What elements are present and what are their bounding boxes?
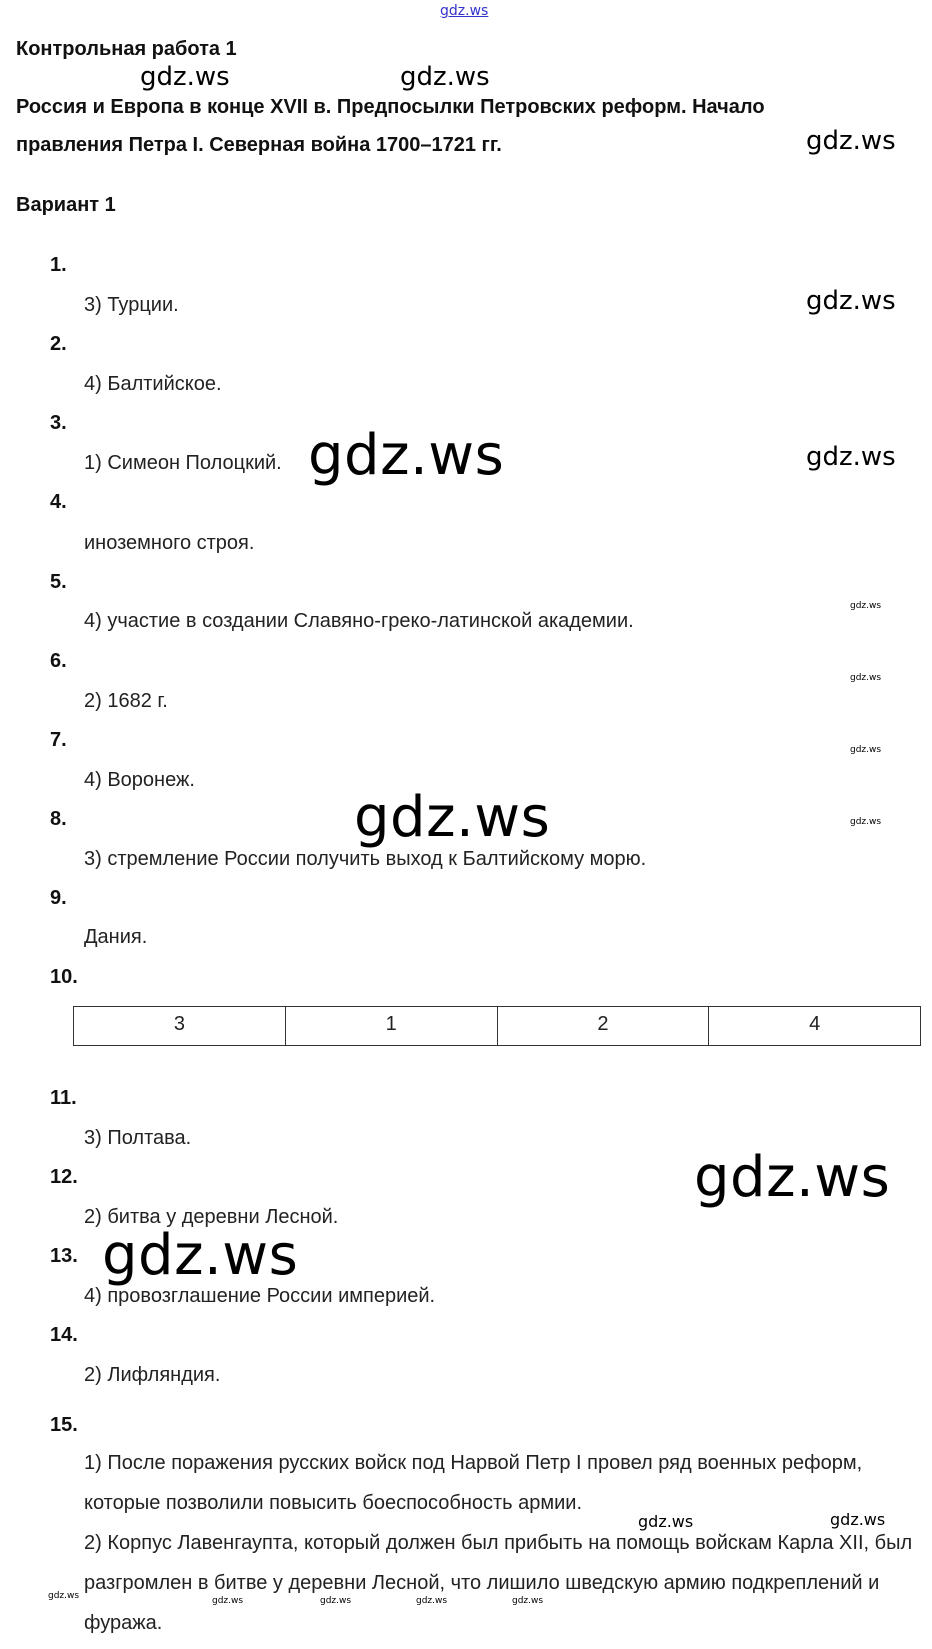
watermark-small: gdz.ws: [850, 601, 882, 611]
answer-text: 4) провозглашение России империей.: [84, 1285, 436, 1307]
watermark: gdz.ws: [806, 286, 896, 316]
watermark: gdz.ws: [400, 62, 490, 92]
variant-label: Вариант 1: [16, 194, 116, 216]
topic-title-line-1: Россия и Европа в конце XVII в. Предпосылки Петровских реформ. Начало: [16, 96, 765, 118]
table-cell: 4: [709, 1007, 921, 1046]
answer-text: 3) Полтава.: [84, 1127, 192, 1149]
question-number: 6.: [50, 650, 67, 672]
page-title: Контрольная работа 1: [16, 38, 237, 60]
watermark-large: gdz.ws: [354, 785, 551, 850]
question-number: 7.: [50, 729, 67, 751]
question-number: 13.: [50, 1245, 78, 1267]
answer-text: 2) 1682 г.: [84, 690, 168, 712]
question-number: 5.: [50, 571, 67, 593]
question-number: 11.: [50, 1087, 77, 1109]
question-number: 15.: [50, 1414, 78, 1436]
question-number: 12.: [50, 1166, 78, 1188]
answer-sequence-table: [73, 1006, 921, 1046]
question-number: 10.: [50, 966, 78, 988]
watermark: gdz.ws: [830, 1510, 886, 1529]
answer-text: иноземного строя.: [84, 532, 255, 554]
answer-text: 2) Лифляндия.: [84, 1364, 221, 1386]
answer-text: 3) Турции.: [84, 294, 179, 316]
answer-text: 2) битва у деревни Лесной.: [84, 1206, 339, 1228]
answer-text: 1) Симеон Полоцкий.: [84, 452, 282, 474]
watermark-small: gdz.ws: [416, 1596, 448, 1606]
watermark-small: gdz.ws: [850, 673, 882, 683]
answer-paragraph: 1) После поражения русских войск под Нарвой Петр I провел ряд военных реформ, которые позволили повысить боеспособность армии.: [84, 1452, 863, 1514]
watermark-small: gdz.ws: [48, 1591, 80, 1601]
watermark: gdz.ws: [806, 442, 896, 472]
watermark-large: gdz.ws: [694, 1145, 891, 1210]
table-cell: 2: [497, 1007, 709, 1046]
watermark: gdz.ws: [806, 126, 896, 156]
question-number: 1.: [50, 254, 67, 276]
answer-paragraphs: [84, 1443, 914, 1643]
watermark-large: gdz.ws: [102, 1223, 299, 1288]
answer-text: 4) участие в создании Славяно-греко-латинской академии.: [84, 610, 634, 632]
topic-title-line-2: правления Петра I. Северная война 1700–1721 гг.: [16, 134, 502, 156]
question-number: 2.: [50, 333, 67, 355]
question-number: 8.: [50, 808, 67, 830]
table-cell: 1: [285, 1007, 497, 1046]
watermark-small: gdz.ws: [320, 1596, 352, 1606]
watermark: gdz.ws: [638, 1512, 694, 1531]
watermark-link-top[interactable]: gdz.ws: [440, 3, 489, 19]
watermark-small: gdz.ws: [512, 1596, 544, 1606]
answer-text: Дания.: [84, 926, 148, 948]
watermark-small: gdz.ws: [850, 745, 882, 755]
table-cell: 3: [74, 1007, 286, 1046]
watermark: gdz.ws: [140, 62, 230, 92]
question-number: 9.: [50, 887, 67, 909]
watermark-small: gdz.ws: [212, 1596, 244, 1606]
answer-text: 4) Воронеж.: [84, 769, 195, 791]
answer-paragraph: 2) Корпус Лавенгаупта, который должен был прибыть на помощь войскам Карла XII, был разгромлен в битве у деревни Лесной, что лишило шведскую армию подкреплений и фуража.: [84, 1532, 913, 1634]
question-number: 4.: [50, 491, 67, 513]
answer-text: 3) стремление России получить выход к Балтийскому морю.: [84, 848, 647, 870]
question-number: 14.: [50, 1324, 78, 1346]
watermark-large: gdz.ws: [308, 423, 505, 488]
question-number: 3.: [50, 412, 67, 434]
watermark-small: gdz.ws: [850, 817, 882, 827]
answer-text: 4) Балтийское.: [84, 373, 222, 395]
